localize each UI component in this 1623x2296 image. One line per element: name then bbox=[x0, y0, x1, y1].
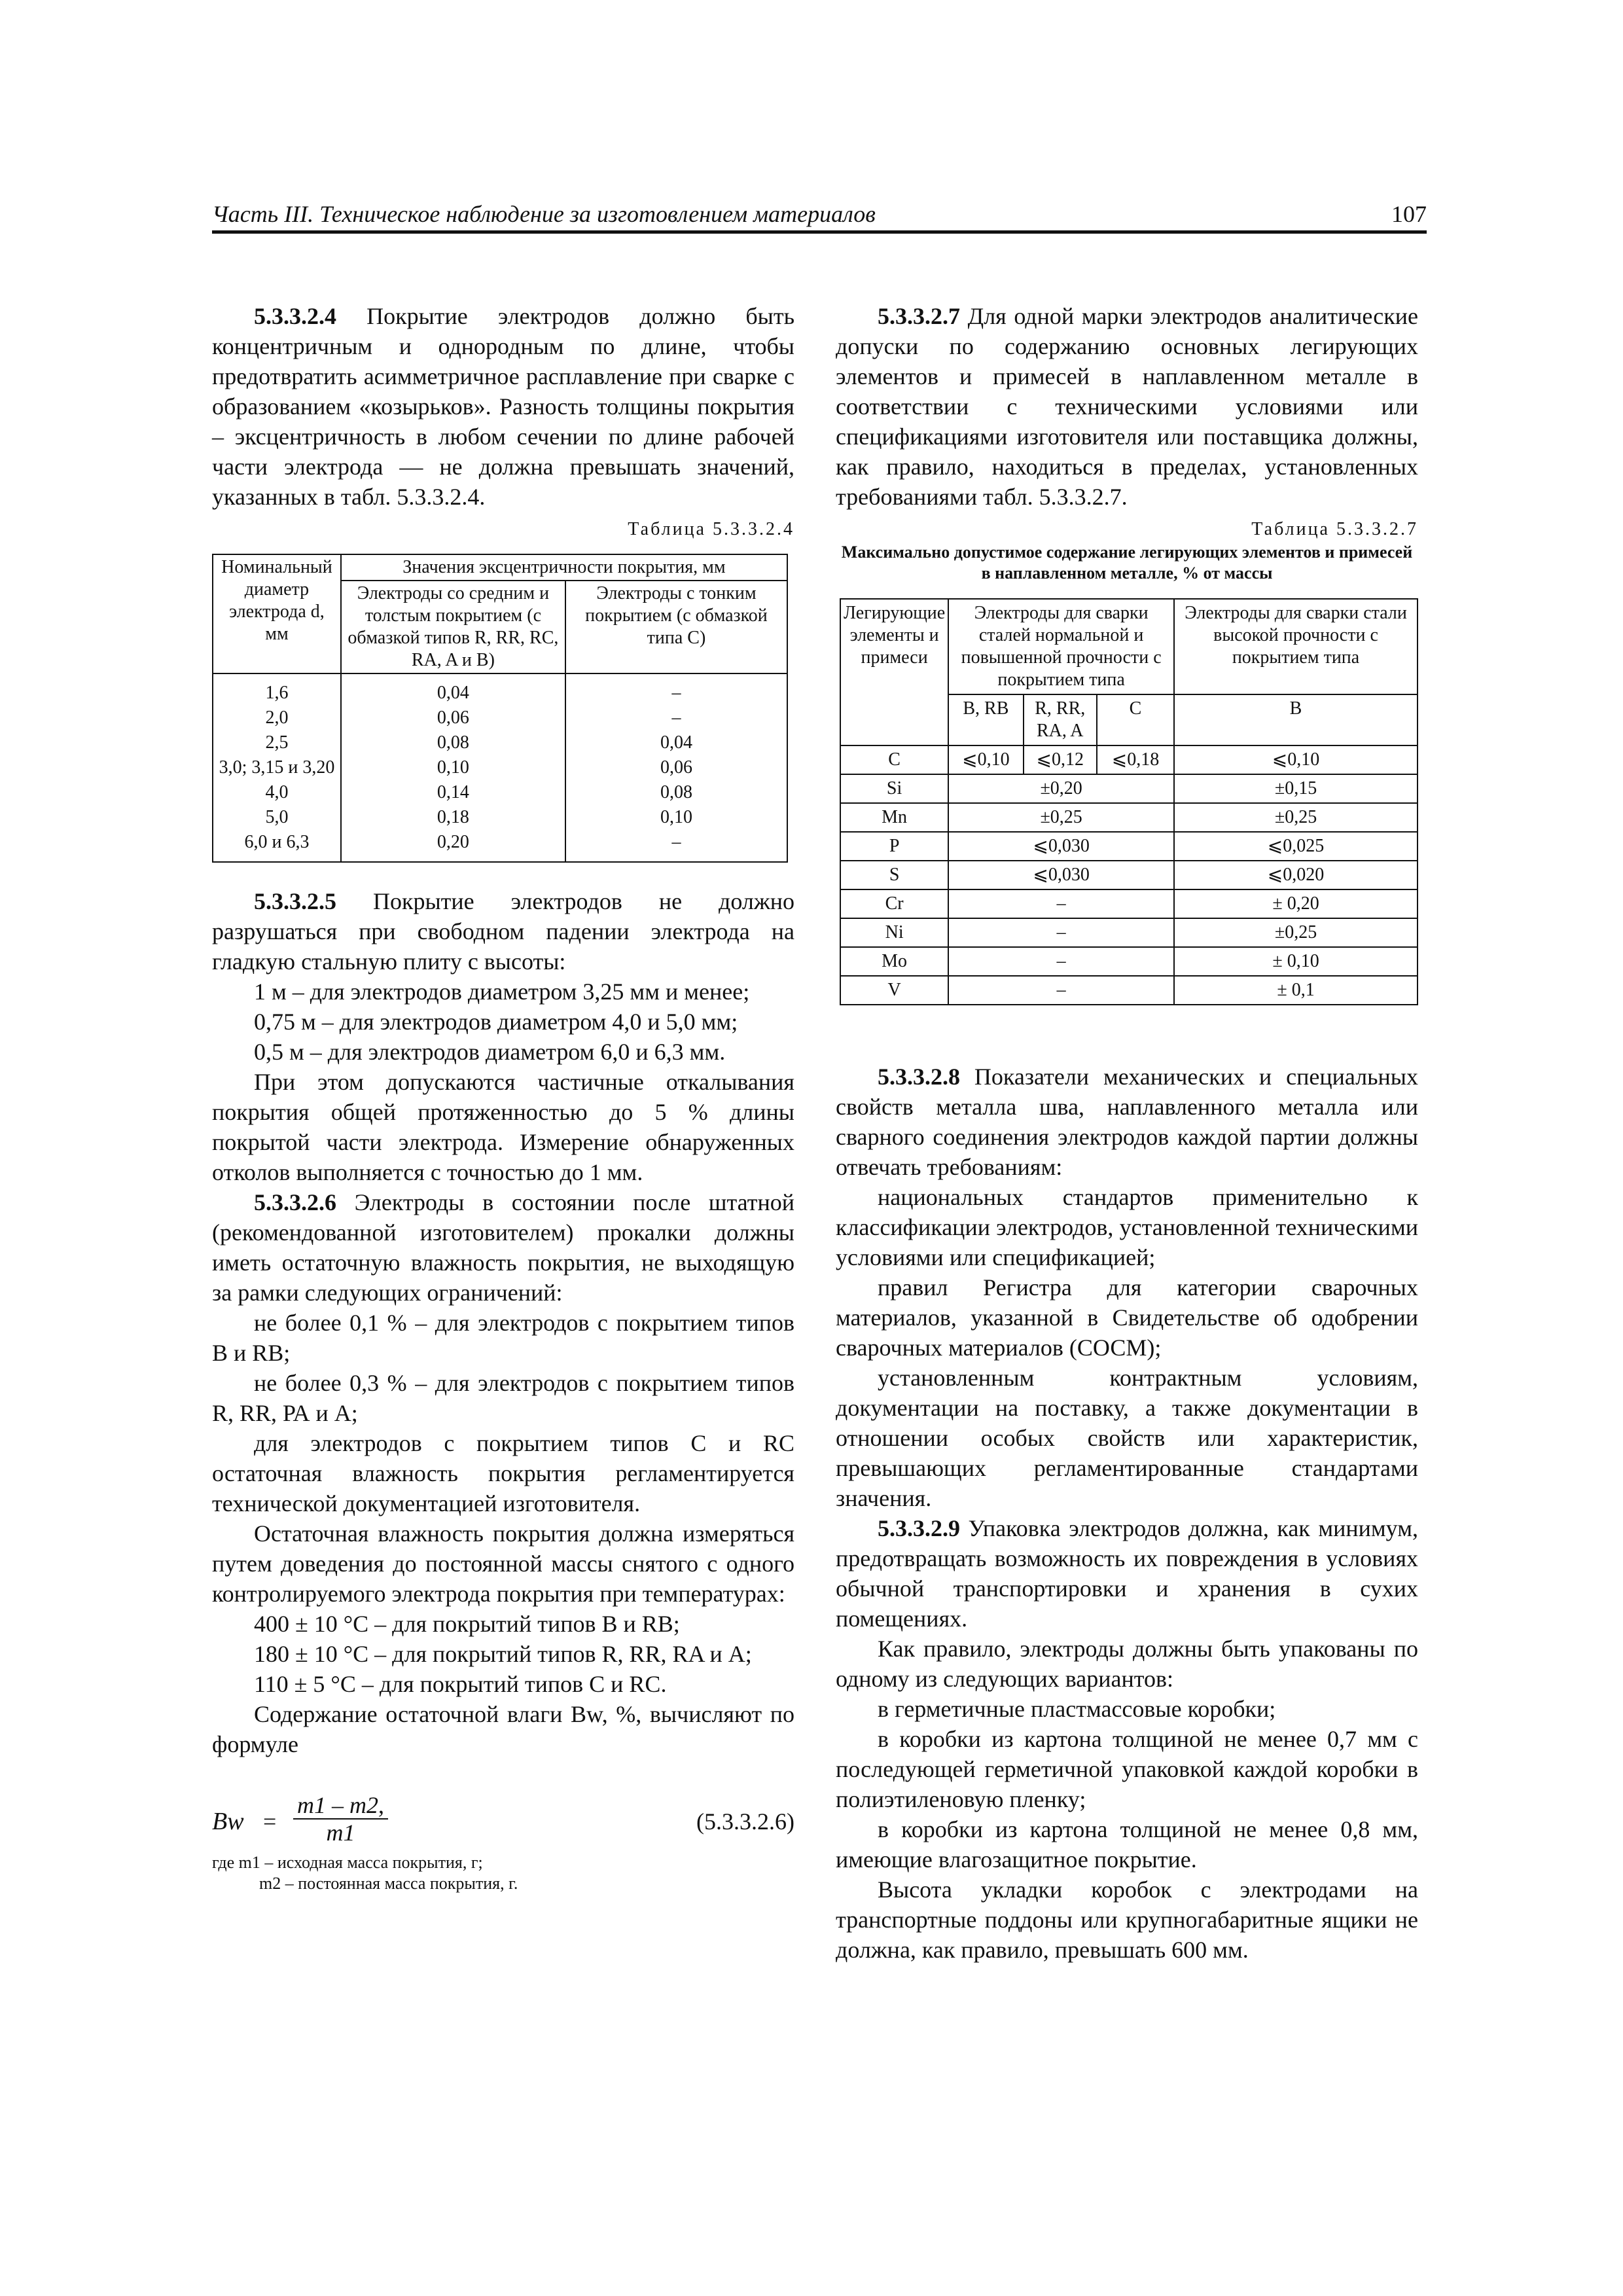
table-caption: Таблица 5.3.3.2.7 bbox=[1251, 519, 1418, 539]
cell-value: ⩽0,030 bbox=[948, 861, 1174, 889]
page-number: 107 bbox=[1391, 201, 1427, 227]
list-item: 0,75 м – для электродов диаметром 4,0 и 5,0 мм; bbox=[254, 1009, 738, 1035]
table-body bbox=[213, 673, 787, 862]
cell-thin: 0,10 bbox=[660, 807, 692, 827]
clause-number: 5.3.3.2.9 bbox=[878, 1515, 960, 1541]
paragraph-5-3-3-2-4 bbox=[212, 301, 794, 512]
cell-element: Ni bbox=[840, 918, 948, 947]
list-item: установленным контрактным условиям, документации на поставку, а также документации в отношении особых свойств или характеристик, превышающих регламентированные стандартами значения. bbox=[836, 1365, 1418, 1511]
paragraph-text: Как правило, электроды должны быть упакованы по одному из следующих вариантов: bbox=[836, 1636, 1418, 1692]
paragraph-text: Упаковка электродов должна, как минимум, предотвращать возможность их повреждения в условиях обычной транспортировки и хранения в сухих помещениях. bbox=[836, 1515, 1418, 1632]
cell-diameter: 3,0; 3,15 и 3,20 bbox=[219, 757, 335, 778]
header-diameter: Номинальный диаметр электрода d, мм bbox=[213, 554, 341, 673]
cell-element: Mn bbox=[840, 803, 948, 832]
cell-thin: – bbox=[671, 832, 681, 852]
page-header bbox=[212, 200, 1427, 229]
cell-thick: 0,14 bbox=[437, 782, 469, 802]
list-item: в коробки из картона толщиной не менее 0,8 мм, имеющие влагозащитное покрытие. bbox=[836, 1816, 1418, 1873]
header-thick-coating: Электроды со средним и толстым покрытием (с обмазкой типов R, RR, RC, RA, A и B) bbox=[341, 581, 565, 673]
cell-element: V bbox=[840, 976, 948, 1005]
cell-value: ⩽0,12 bbox=[1024, 745, 1097, 774]
list-item: в коробки из картона толщиной не менее 0,7 мм с последующей герметичной упаковкой каждой коробки в полиэтиленовую пленку; bbox=[836, 1726, 1418, 1812]
legend-line: где m1 – исходная масса покрытия, г; bbox=[212, 1853, 483, 1872]
paragraph-5-3-3-2-9 bbox=[836, 1513, 1418, 1634]
table-title: Максимально допустимое содержание легирующих элементов и примесей в наплавленном металле, % от массы bbox=[841, 543, 1413, 583]
header-elements: Легирующие элементы и примеси bbox=[840, 599, 948, 745]
paragraph-text: Электроды в состоянии после штатной (рекомендованной изготовителем) прокалки должны иметь остаточную влажность покрытия, не выходящую за рамки следующих ограничений: bbox=[212, 1189, 794, 1306]
clause-number: 5.3.3.2.5 bbox=[254, 888, 336, 914]
moisture-formula bbox=[212, 1792, 794, 1852]
list-item: 400 ± 10 °C – для покрытий типов B и RB; bbox=[254, 1611, 680, 1637]
paragraph-text: Покрытие электродов должно быть концентричным и однородным по длине, чтобы предотвратить асимметричное расплавление при сварке с образованием «козырьков». Разность толщины покрытия – эксцентричность в любом сечении по длине рабочей части электрода — не должна превышать значений, указанных в табл. 5.3.3.2.4. bbox=[212, 303, 794, 510]
list-item: 0,5 м – для электродов диаметром 6,0 и 6,3 мм. bbox=[254, 1039, 726, 1065]
table-row bbox=[840, 745, 1418, 774]
cell-diameter: 2,0 bbox=[265, 708, 289, 728]
header-eccentricity: Значения эксцентричности покрытия, мм bbox=[341, 554, 787, 581]
cell-thick: 0,20 bbox=[437, 832, 469, 852]
alloying-elements-table bbox=[840, 598, 1418, 1005]
subheader-b: B bbox=[1174, 694, 1418, 745]
running-title: Часть III. Техническое наблюдение за изготовлением материалов bbox=[212, 201, 876, 227]
cell-thick: 0,06 bbox=[437, 708, 469, 728]
cell-value: ± 0,1 bbox=[1174, 976, 1418, 1005]
subheader-r-rr: R, RR, RA, A bbox=[1024, 694, 1097, 745]
header-rule bbox=[212, 230, 1427, 234]
table-row bbox=[840, 861, 1418, 889]
table-row bbox=[840, 889, 1418, 918]
cell-element: C bbox=[840, 745, 948, 774]
cell-thin: – bbox=[671, 683, 681, 703]
clause-number: 5.3.3.2.8 bbox=[878, 1064, 960, 1090]
cell-element: Mo bbox=[840, 947, 948, 976]
cell-value: ±0,25 bbox=[948, 803, 1174, 832]
cell-thick: 0,04 bbox=[437, 683, 469, 703]
cell-thin: 0,08 bbox=[660, 782, 692, 802]
paragraph-text: Покрытие электродов не должно разрушаться при свободном падении электрода на гладкую стальную плиту с высоты: bbox=[212, 888, 794, 975]
formula-equals: = bbox=[263, 1808, 277, 1835]
table-row bbox=[840, 803, 1418, 832]
right-column bbox=[836, 301, 1418, 1965]
header-high-strength: Электроды для сварки стали высокой прочности с покрытием типа bbox=[1174, 599, 1418, 694]
legend-line: m2 – постоянная масса покрытия, г. bbox=[259, 1874, 518, 1893]
thick-values bbox=[341, 673, 565, 862]
list-item: не более 0,3 % – для электродов с покрытием типов R, RR, РА и А; bbox=[212, 1370, 794, 1426]
cell-diameter: 1,6 bbox=[265, 683, 289, 703]
eccentricity-table bbox=[212, 554, 788, 863]
numerator-text: m1 – m2 bbox=[297, 1792, 378, 1818]
cell-value: – bbox=[948, 918, 1174, 947]
cell-value: – bbox=[948, 976, 1174, 1005]
formula-legend bbox=[212, 1852, 794, 1894]
cell-element: S bbox=[840, 861, 948, 889]
cell-thin: 0,06 bbox=[660, 757, 692, 778]
cell-value: ±0,25 bbox=[1174, 803, 1418, 832]
list-item: для электродов с покрытием типов С и RC остаточная влажность покрытия регламентируется технической документацией изготовителя. bbox=[212, 1430, 794, 1516]
table-row bbox=[840, 774, 1418, 803]
table-row bbox=[840, 976, 1418, 1005]
cell-value: – bbox=[948, 889, 1174, 918]
paragraph-5-3-3-2-6 bbox=[212, 1187, 794, 1308]
list-item: правил Регистра для категории сварочных материалов, указанной в Свидетельстве об одобрении сварочных материалов (СОСМ); bbox=[836, 1274, 1418, 1361]
list-item: 1 м – для электродов диаметром 3,25 мм и менее; bbox=[254, 978, 750, 1005]
formula-numerator bbox=[293, 1792, 388, 1820]
paragraph-text: Содержание остаточной влаги Bw, %, вычисляют по формуле bbox=[212, 1701, 794, 1757]
formula-fraction bbox=[293, 1792, 388, 1846]
clause-number: 5.3.3.2.7 bbox=[878, 303, 960, 329]
cell-value: ⩽0,10 bbox=[1174, 745, 1418, 774]
cell-value: – bbox=[948, 947, 1174, 976]
paragraph-text: Высота укладки коробок с электродами на транспортные поддоны или крупногабаритные ящики не должна, как правило, превышать 600 мм. bbox=[836, 1876, 1418, 1963]
subheader-b-rb: B, RB bbox=[948, 694, 1023, 745]
formula-number: (5.3.3.2.6) bbox=[696, 1808, 794, 1835]
paragraph-text: Для одной марки электродов аналитические допуски по содержанию основных легирующих элементов и примесей в наплавленном металле в соответствии с техническими условиями или спецификациями изготовителя или поставщика должны, как правило, находиться в пределах, установленных требованиями табл. 5.3.3.2.7. bbox=[836, 303, 1418, 510]
cell-value: ⩽0,030 bbox=[948, 832, 1174, 861]
list-item: 110 ± 5 °C – для покрытий типов С и RC. bbox=[254, 1671, 667, 1697]
list-item: в герметичные пластмассовые коробки; bbox=[878, 1696, 1276, 1722]
thin-values bbox=[565, 673, 787, 862]
list-item: 180 ± 10 °C – для покрытий типов R, RR, RA и А; bbox=[254, 1641, 752, 1667]
formula-denominator: m1 bbox=[326, 1820, 355, 1846]
cell-thick: 0,10 bbox=[437, 757, 469, 778]
table-row bbox=[840, 947, 1418, 976]
diameter-values bbox=[213, 673, 341, 862]
cell-element: Si bbox=[840, 774, 948, 803]
clause-number: 5.3.3.2.4 bbox=[254, 303, 336, 329]
cell-thin: – bbox=[671, 708, 681, 728]
formula-lhs: Bw bbox=[212, 1808, 244, 1835]
paragraph-5-3-3-2-7 bbox=[836, 301, 1418, 512]
paragraph-text: При этом допускаются частичные откалывания покрытия общей протяженностью до 5 % длины покрытой части электрода. Измерение обнаруженных отколов выполняется с точностью до 1 мм. bbox=[212, 1069, 794, 1185]
left-column bbox=[212, 301, 794, 1894]
cell-thick: 0,08 bbox=[437, 732, 469, 753]
clause-number: 5.3.3.2.6 bbox=[254, 1189, 336, 1215]
cell-diameter: 4,0 bbox=[265, 782, 289, 802]
cell-diameter: 6,0 и 6,3 bbox=[244, 832, 310, 852]
cell-element: Cr bbox=[840, 889, 948, 918]
cell-value: ⩽0,10 bbox=[948, 745, 1023, 774]
paragraph-5-3-3-2-8 bbox=[836, 1062, 1418, 1182]
cell-diameter: 5,0 bbox=[265, 807, 289, 827]
paragraph-text: Остаточная влажность покрытия должна измеряться путем доведения до постоянной массы снятого с одного контролируемого электрода покрытия при температурах: bbox=[212, 1520, 794, 1607]
cell-value: ⩽0,025 bbox=[1174, 832, 1418, 861]
paragraph-5-3-3-2-5 bbox=[212, 886, 794, 977]
cell-thin: 0,04 bbox=[660, 732, 692, 753]
formula-comma: , bbox=[378, 1792, 384, 1818]
cell-value: ± 0,20 bbox=[1174, 889, 1418, 918]
paragraph-text: Показатели механических и специальных свойств металла шва, наплавленного металла или сварного соединения электродов каждой партии должны отвечать требованиям: bbox=[836, 1064, 1418, 1180]
cell-thick: 0,18 bbox=[437, 807, 469, 827]
header-thin-coating: Электроды с тонким покрытием (с обмазкой типа C) bbox=[565, 581, 787, 673]
cell-value: ±0,20 bbox=[948, 774, 1174, 803]
cell-element: P bbox=[840, 832, 948, 861]
table-caption: Таблица 5.3.3.2.4 bbox=[628, 519, 794, 539]
cell-diameter: 2,5 bbox=[265, 732, 289, 753]
list-item: национальных стандартов применительно к классификации электродов, установленной техническими условиями или спецификацией; bbox=[836, 1184, 1418, 1270]
cell-value: ±0,25 bbox=[1174, 918, 1418, 947]
header-normal-strength: Электроды для сварки сталей нормальной и повышенной прочности с покрытием типа bbox=[948, 599, 1174, 694]
cell-value: ⩽0,020 bbox=[1174, 861, 1418, 889]
cell-value: ±0,15 bbox=[1174, 774, 1418, 803]
cell-value: ⩽0,18 bbox=[1097, 745, 1174, 774]
subheader-c: C bbox=[1097, 694, 1174, 745]
list-item: не более 0,1 % – для электродов с покрытием типов B и RB; bbox=[212, 1310, 794, 1366]
cell-value: ± 0,10 bbox=[1174, 947, 1418, 976]
table-row bbox=[840, 918, 1418, 947]
table-row bbox=[840, 832, 1418, 861]
